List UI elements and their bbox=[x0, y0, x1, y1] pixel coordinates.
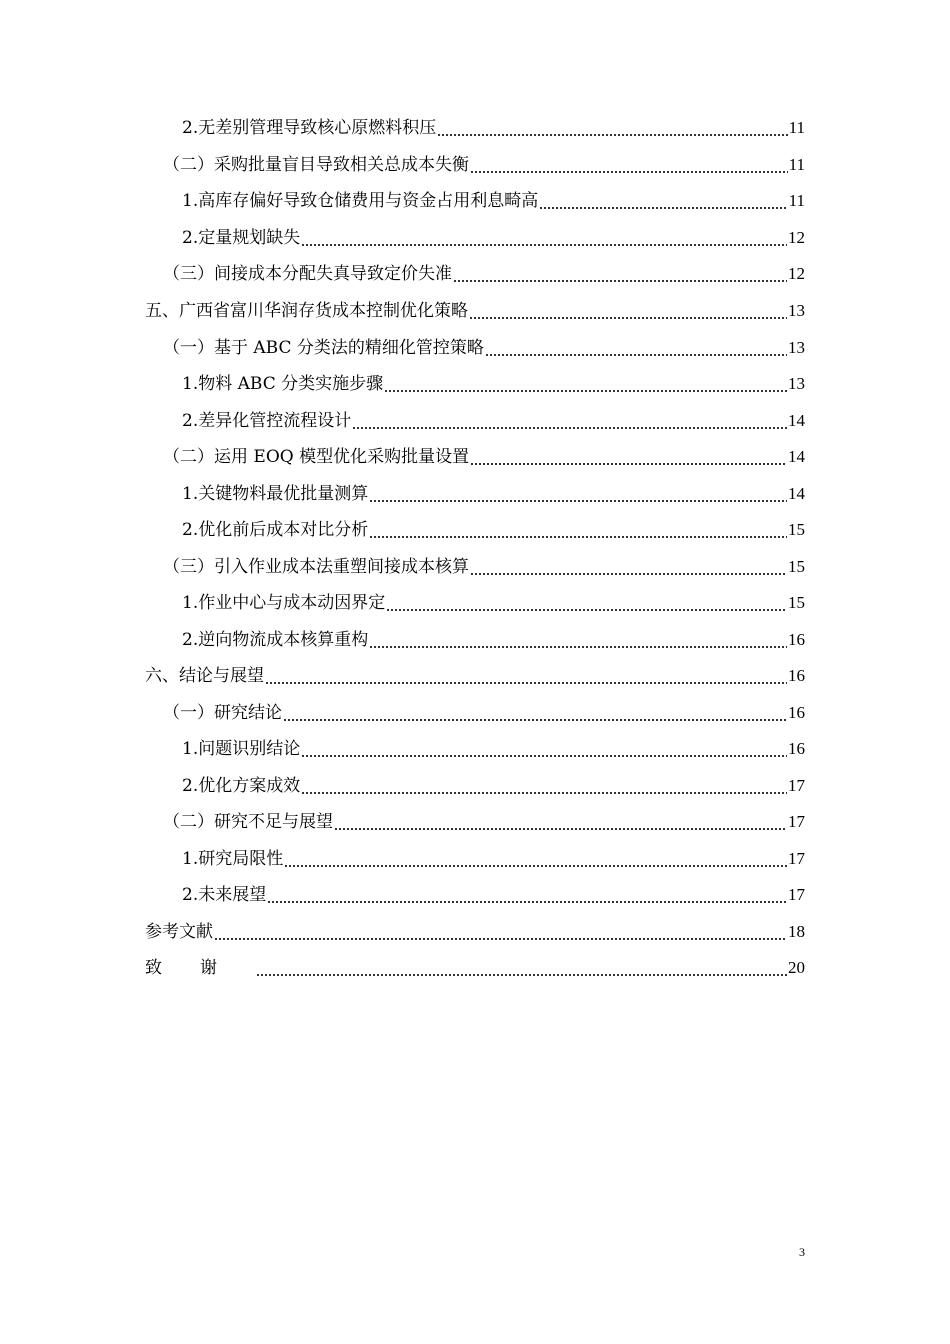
toc-entry-page: 13 bbox=[788, 374, 805, 393]
toc-entry[interactable] bbox=[0, 768, 950, 804]
toc-entry-title: 1.研究局限性 bbox=[182, 849, 284, 869]
toc-entry-page: 20 bbox=[788, 958, 805, 977]
toc-entry[interactable] bbox=[0, 622, 950, 658]
toc-entry[interactable] bbox=[0, 183, 950, 219]
toc-dot-leader bbox=[301, 240, 787, 250]
toc-dot-leader bbox=[386, 605, 787, 615]
toc-dot-leader bbox=[284, 861, 787, 871]
toc-dot-leader bbox=[384, 386, 787, 396]
toc-entry-title: 2.逆向物流成本核算重构 bbox=[182, 630, 369, 650]
toc-entry[interactable] bbox=[0, 914, 950, 950]
toc-entry[interactable] bbox=[0, 804, 950, 840]
toc-entry[interactable] bbox=[0, 293, 950, 329]
page-number: 3 bbox=[799, 1245, 805, 1259]
toc-entry-page: 15 bbox=[788, 520, 805, 539]
toc-entry[interactable] bbox=[0, 330, 950, 366]
toc-entry-page: 16 bbox=[788, 666, 805, 685]
toc-entry-page: 16 bbox=[788, 630, 805, 649]
toc-dot-leader bbox=[453, 276, 787, 286]
toc-entry-title: 1.高库存偏好导致仓储费用与资金占用利息畸高 bbox=[182, 191, 539, 211]
toc-dot-leader bbox=[539, 203, 787, 213]
toc-entry-title: （一）基于 ABC 分类法的精细化管控策略 bbox=[163, 338, 484, 358]
toc-entry-title: 2.差异化管控流程设计 bbox=[182, 411, 352, 431]
toc-dot-leader bbox=[301, 788, 787, 798]
toc-entry[interactable] bbox=[0, 549, 950, 585]
toc-entry-page: 12 bbox=[788, 264, 805, 283]
toc-entry-title: （一）研究结论 bbox=[163, 703, 282, 723]
toc-entry-page: 18 bbox=[788, 922, 805, 941]
toc-entry-title: 1.关键物料最优批量测算 bbox=[182, 484, 369, 504]
toc-entry[interactable] bbox=[0, 147, 950, 183]
toc-dot-leader bbox=[256, 970, 787, 980]
toc-dot-leader bbox=[485, 350, 787, 360]
toc-entry-page: 14 bbox=[788, 411, 805, 430]
toc-dot-leader bbox=[214, 934, 787, 944]
toc-entry-title: （二）运用 EOQ 模型优化采购批量设置 bbox=[163, 447, 470, 467]
toc-dot-leader bbox=[301, 751, 787, 761]
toc-entry-title: 2.优化方案成效 bbox=[182, 776, 301, 796]
toc-entry-page: 14 bbox=[788, 447, 805, 466]
toc-entry-title: 2.定量规划缺失 bbox=[182, 228, 301, 248]
toc-entry-page: 12 bbox=[788, 228, 805, 247]
toc-entry-page: 17 bbox=[788, 812, 805, 831]
toc-entry-page: 17 bbox=[788, 776, 805, 795]
toc-entry[interactable] bbox=[0, 403, 950, 439]
toc-entry[interactable] bbox=[0, 877, 950, 913]
toc-entry[interactable] bbox=[0, 256, 950, 292]
toc-entry[interactable] bbox=[0, 950, 950, 986]
toc-entry-page: 15 bbox=[788, 557, 805, 576]
toc-entry-title: 1.问题识别结论 bbox=[182, 739, 301, 759]
toc-dot-leader bbox=[470, 569, 787, 579]
toc-entry-page: 11 bbox=[788, 118, 805, 137]
toc-entry-page: 13 bbox=[788, 338, 805, 357]
toc-entry-title: 五、广西省富川华润存货成本控制优化策略 bbox=[145, 301, 468, 321]
toc-dot-leader bbox=[469, 313, 787, 323]
toc-entry-title: 2.未来展望 bbox=[182, 885, 267, 905]
toc-entry-title: 六、结论与展望 bbox=[145, 666, 264, 686]
toc-entry-title: （二）采购批量盲目导致相关总成本失衡 bbox=[163, 155, 469, 175]
toc-entry-page: 16 bbox=[788, 703, 805, 722]
toc-entry[interactable] bbox=[0, 841, 950, 877]
toc-entry-page: 15 bbox=[788, 593, 805, 612]
toc-dot-leader bbox=[352, 423, 787, 433]
toc-entry-page: 13 bbox=[788, 301, 805, 320]
toc-dot-leader bbox=[283, 715, 787, 725]
toc-entry-title: 1.物料 ABC 分类实施步骤 bbox=[182, 374, 384, 394]
toc-entry-title: 2.优化前后成本对比分析 bbox=[182, 520, 369, 540]
toc-entry-page: 17 bbox=[788, 885, 805, 904]
toc-entry-page: 16 bbox=[788, 739, 805, 758]
toc-entry[interactable] bbox=[0, 731, 950, 767]
toc-entry-title: （三）引入作业成本法重塑间接成本核算 bbox=[163, 557, 469, 577]
toc-entry-title: 2.无差别管理导致核心原燃料积压 bbox=[182, 118, 437, 138]
toc-entry-page: 14 bbox=[788, 484, 805, 503]
toc-entry[interactable] bbox=[0, 585, 950, 621]
toc-entry-page: 17 bbox=[788, 849, 805, 868]
toc-dot-leader bbox=[265, 678, 787, 688]
toc-entry-title: 致谢 bbox=[145, 958, 255, 978]
toc-dot-leader bbox=[267, 897, 787, 907]
toc-entry-page: 11 bbox=[788, 155, 805, 174]
toc-entry[interactable] bbox=[0, 220, 950, 256]
toc-dot-leader bbox=[369, 532, 787, 542]
toc-entry[interactable] bbox=[0, 658, 950, 694]
toc-dot-leader bbox=[369, 496, 787, 506]
toc-entry[interactable] bbox=[0, 695, 950, 731]
toc-entry[interactable] bbox=[0, 476, 950, 512]
toc-entry[interactable] bbox=[0, 439, 950, 475]
toc-dot-leader bbox=[470, 167, 788, 177]
toc-entry-title: 参考文献 bbox=[145, 922, 213, 942]
toc-entry-title: （二）研究不足与展望 bbox=[163, 812, 333, 832]
toc-entry-title: （三）间接成本分配失真导致定价失准 bbox=[163, 264, 452, 284]
toc-dot-leader bbox=[437, 130, 787, 140]
toc-entry[interactable] bbox=[0, 110, 950, 146]
toc-entry-title: 1.作业中心与成本动因界定 bbox=[182, 593, 386, 613]
toc-dot-leader bbox=[470, 459, 787, 469]
toc-dot-leader bbox=[334, 824, 787, 834]
toc-entry-page: 11 bbox=[788, 191, 805, 210]
toc-entry[interactable] bbox=[0, 366, 950, 402]
toc-dot-leader bbox=[369, 642, 787, 652]
toc-entry[interactable] bbox=[0, 512, 950, 548]
